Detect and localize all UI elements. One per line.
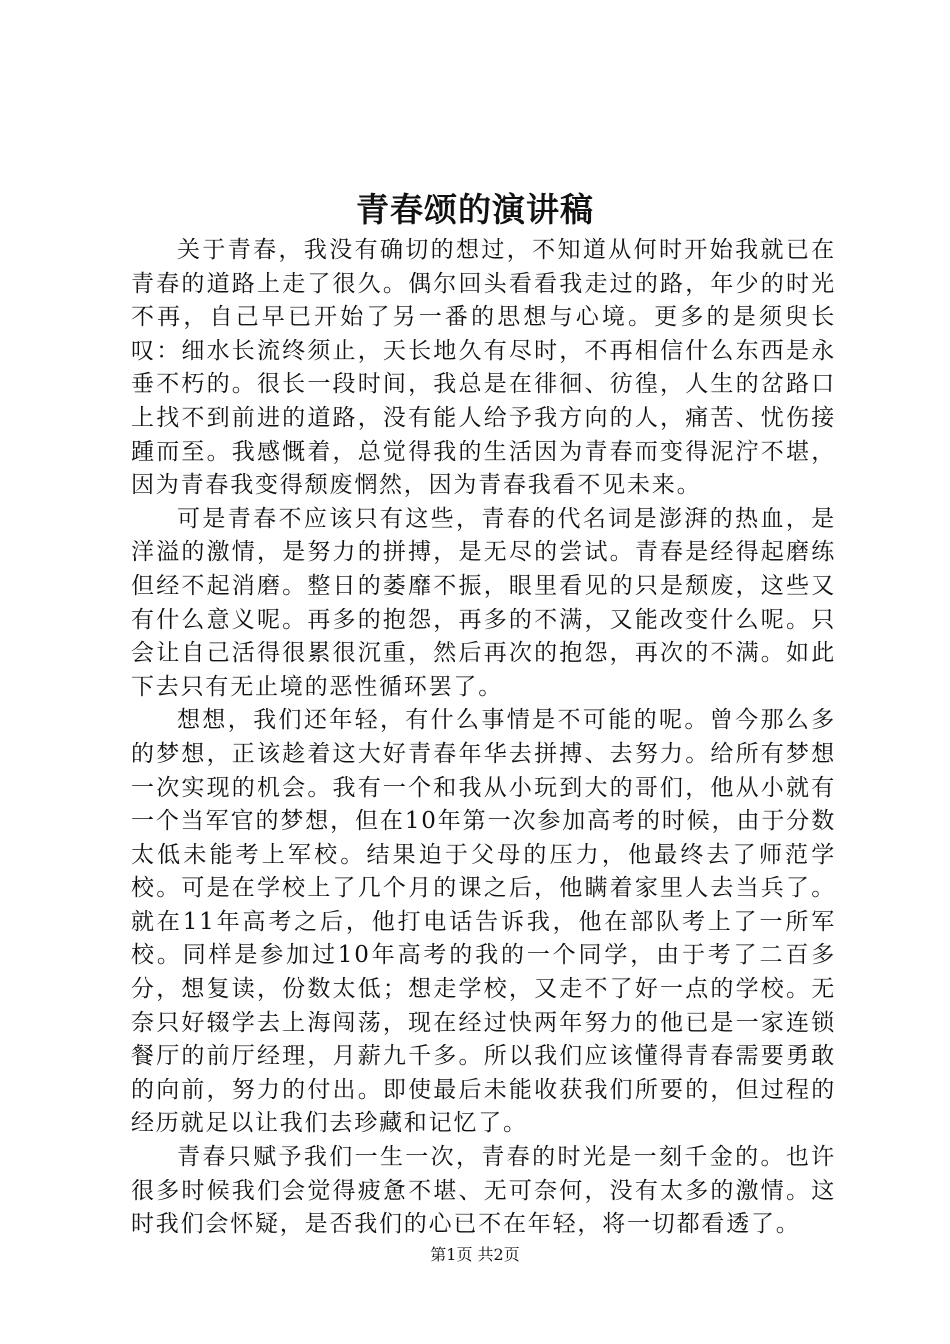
page-footer: [0, 1243, 950, 1267]
paragraph-2: 可是青春不应该只有这些，青春的代名词是澎湃的热血，是洋溢的激情，是努力的拼搏，是无尽的尝试。青春是经得起磨练但经不起消磨。整日的萎靡不振，眼里看见的只是颓废，这些又有什么意义呢。再多的抱怨，再多的不满，又能改变什么呢。只会让自己活得很累很沉重，然后再次的抱怨，再次的不满。如此下去只有无止境的恶性循环罢了。: [131, 505, 836, 700]
document-body: [131, 234, 836, 1242]
paragraph-4: 青春只赋予我们一生一次，青春的时光是一刻千金的。也许很多时候我们会觉得疲惫不堪、无可奈何，没有太多的激情。这时我们会怀疑，是否我们的心已不在年轻，将一切都看透了。: [131, 1144, 836, 1238]
paragraph-1: 关于青春，我没有确切的想过，不知道从何时开始我就已在青春的道路上走了很久。偶尔回头看看我走过的路，年少的时光不再，自己早已开始了另一番的思想与心境。更多的是须臾长叹：细水长流终须止，天长地久有尽时，不再相信什么东西是永垂不朽的。很长一段时间，我总是在徘徊、彷徨，人生的岔路口上找不到前进的道路，没有能人给予我方向的人，痛苦、忧伤接踵而至。我感慨着，总觉得我的生活因为青春而变得泥泞不堪，因为青春我变得颓废惘然，因为青春我看不见未来。: [131, 237, 836, 499]
page-number-label: 第1页 共2页: [430, 1245, 520, 1264]
document-title: 青春颂的演讲稿: [356, 190, 594, 229]
paragraph-3: 想想，我们还年轻，有什么事情是不可能的呢。曾今那么多的梦想，正该趁着这大好青春年华去拼搏、去努力。给所有梦想一次实现的机会。我有一个和我从小玩到大的哥们，他从小就有一个当军官的梦想，但在10年第一次参加高考的时候，由于分数太低未能考上军校。结果迫于父母的压力，他最终去了师范学校。可是在学校上了几个月的课之后，他瞒着家里人去当兵了。就在11年高考之后，他打电话告诉我，他在部队考上了一所军校。同样是参加过10年高考的我的一个同学，由于考了二百多分，想复读，份数太低；想走学校，又走不了好一点的学校。无奈只好辍学去上海闯荡，现在经过快两年努力的他已是一家连锁餐厅的前厅经理，月薪九千多。所以我们应该懂得青春需要勇敢的向前，努力的付出。即使最后未能收获我们所要的，但过程的经历就足以让我们去珍藏和记忆了。: [131, 707, 836, 1137]
